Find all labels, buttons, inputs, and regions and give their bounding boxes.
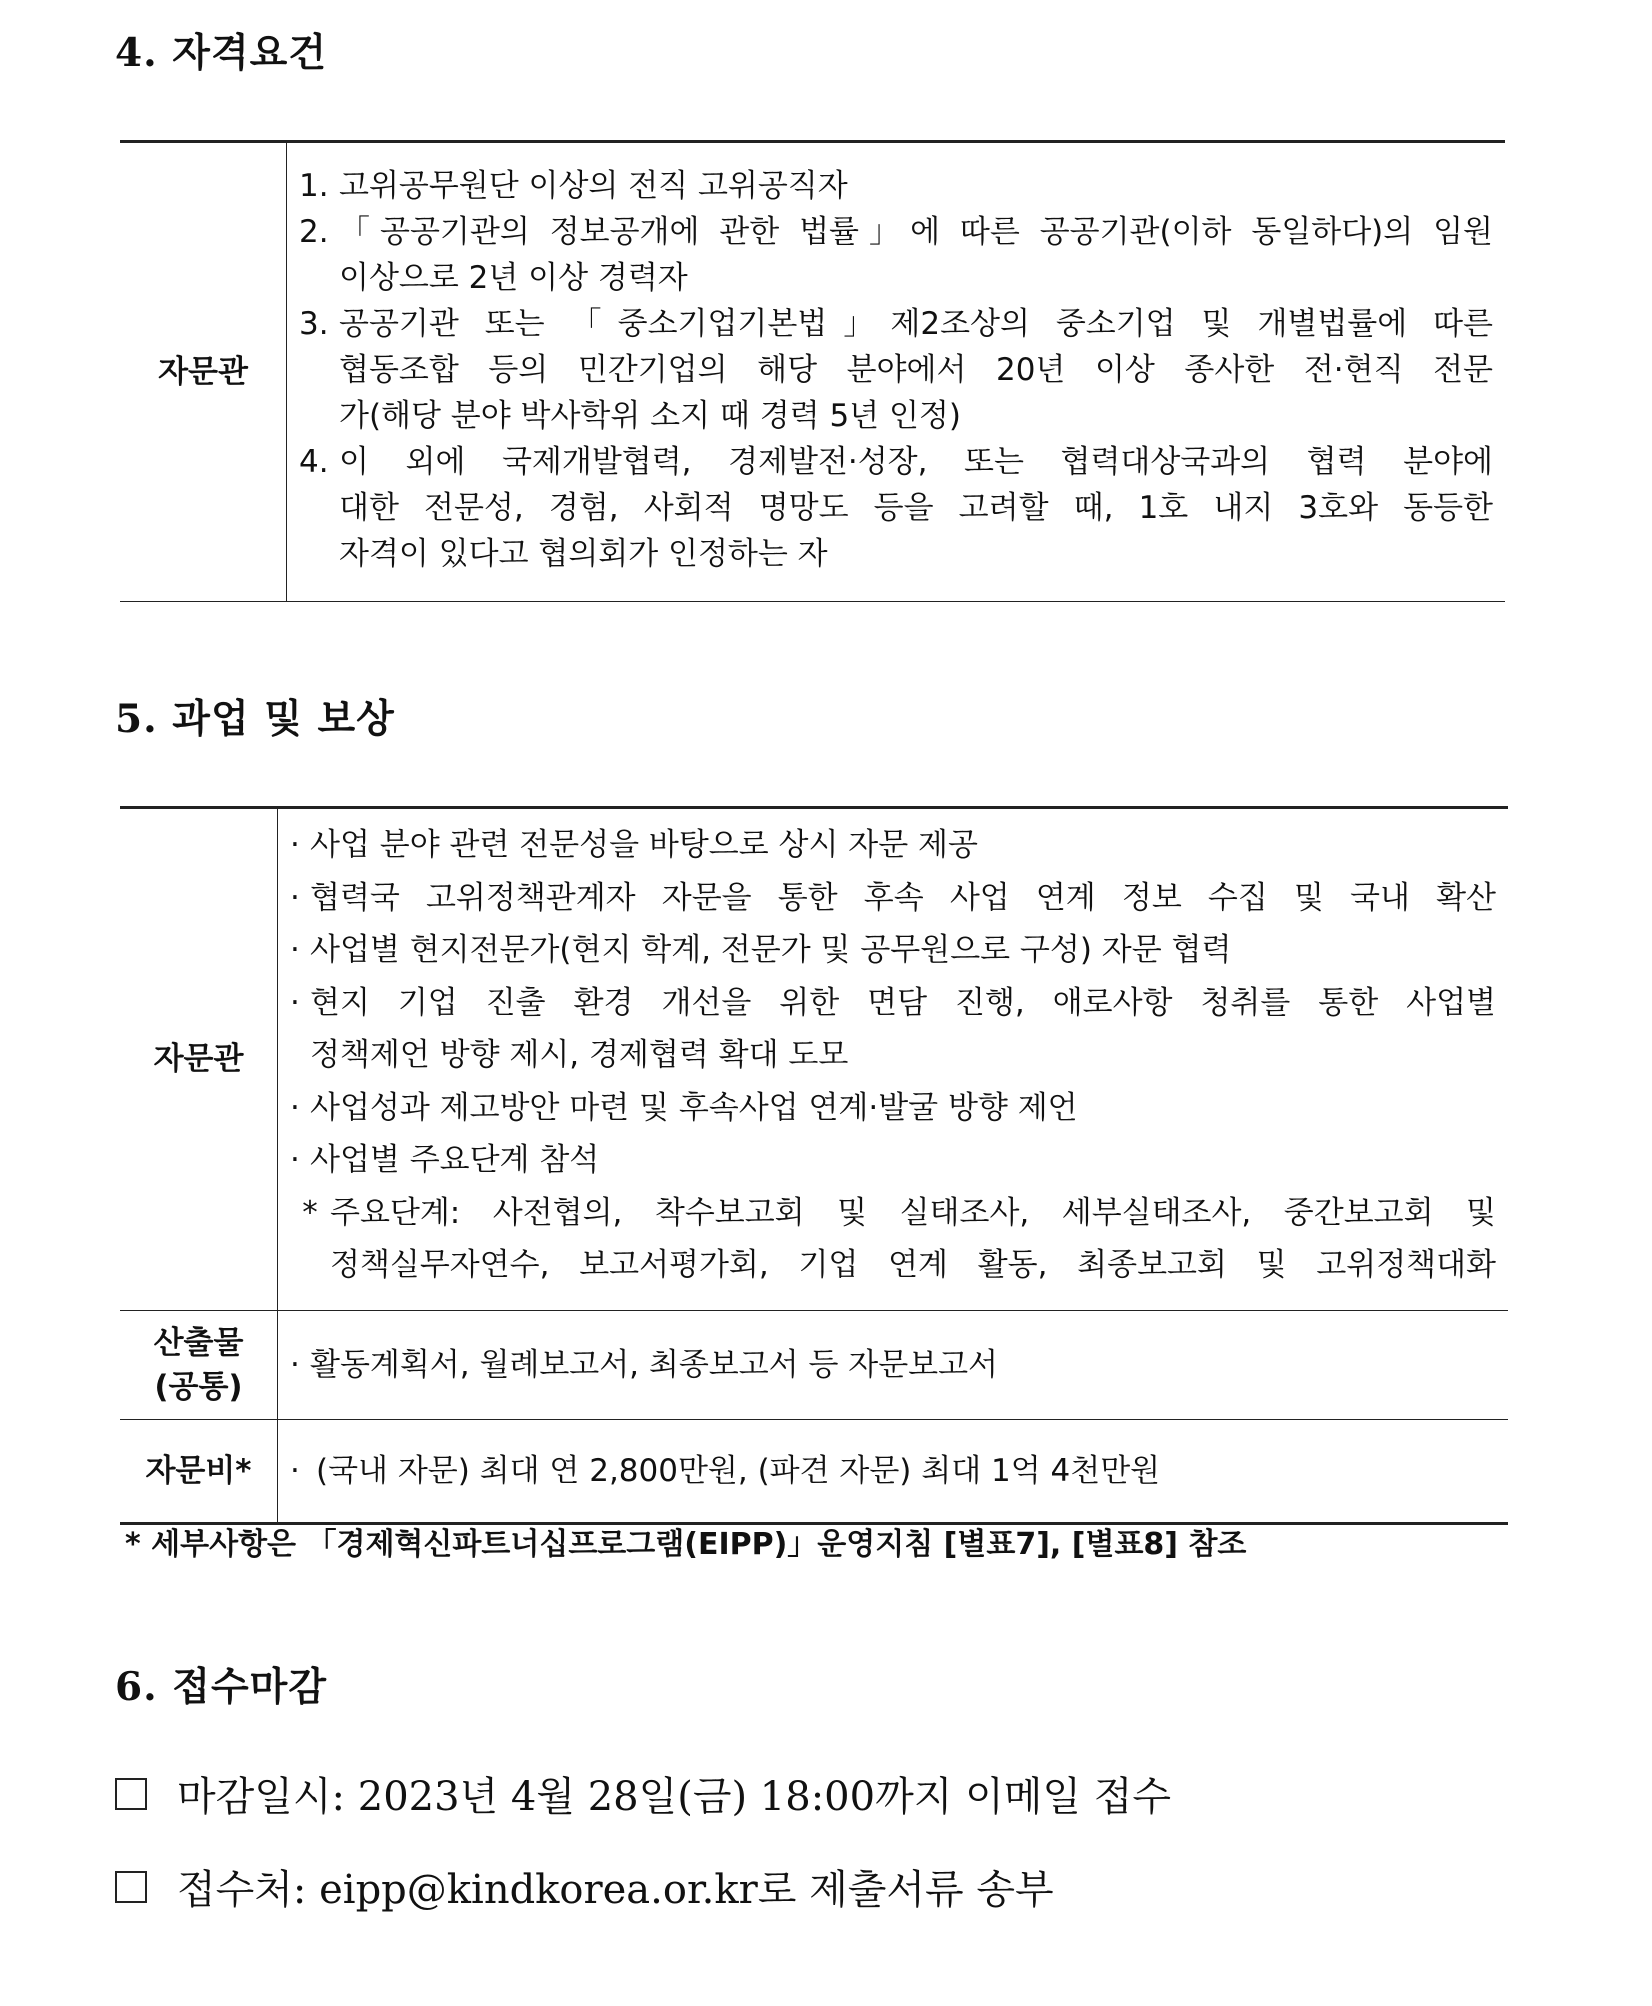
checkbox-icon — [115, 1871, 147, 1903]
qualification-item-4: 4. 이 외에 국제개발협력, 경제발전·성장, 또는 협력대상국과의 협력 분야에 대한 전문성, 경험, 사회적 명망도 등을 고려할 때, 1호 내지 3호와 동등한 자격이 있다고 협의회가 인정하는 자 — [299, 444, 1493, 572]
task-compensation-table — [120, 806, 1508, 1525]
advisor-label: 자문관 — [120, 142, 287, 602]
task-note: * 주요단계: 사전협의, 착수보고회 및 실태조사, 세부실태조사, 중간보고회 및 정책실무자연수, 보고서평가회, 기업 연계 활동, 최종보고회 및 고위정책대화 — [302, 1194, 1496, 1283]
task-item-4: · 현지 기업 진출 환경 개선을 위한 면담 진행, 애로사항 청취를 통한 사업별 정책제언 방향 제시, 경제협력 확대 도모 — [290, 984, 1496, 1073]
task-item-1: · 사업 분야 관련 전문성을 바탕으로 상시 자문 제공 — [290, 827, 978, 863]
task-item-6: · 사업별 주요단계 참석 — [290, 1142, 600, 1178]
footnote: * 세부사항은 「경제혁신파트너십프로그램(EIPP)」운영지침 [별표7], [별표8] 참조 — [125, 1527, 1247, 1562]
qualification-table — [120, 140, 1505, 602]
task-item-3: · 사업별 현지전문가(현지 학계, 전문가 및 공무원으로 구성) 자문 협력 — [290, 932, 1232, 968]
fee-label: 자문비* — [120, 1419, 278, 1523]
qualification-item-1: 1. 고위공무원단 이상의 전직 고위공직자 — [299, 168, 848, 204]
receiver-text: 접수처: eipp@kindkorea.or.kr로 제출서류 송부 — [177, 1867, 1054, 1913]
checkbox-icon — [115, 1778, 147, 1810]
section-6-heading: 6. 접수마감 — [115, 1664, 327, 1710]
qualification-list — [287, 142, 1506, 602]
task-item-5: · 사업성과 제고방안 마련 및 후속사업 연계·발굴 방향 제언 — [290, 1089, 1078, 1126]
qualification-item-2: 2. 「공공기관의 정보공개에 관한 법률」에 따른 공공기관(이하 동일하다)의 임원 이상으로 2년 이상 경력자 — [299, 214, 1493, 296]
advisor-task-list — [278, 808, 1509, 1311]
task-item-2: · 협력국 고위정책관계자 자문을 통한 후속 사업 연계 정보 수집 및 국내 확산 — [290, 879, 1496, 916]
section-5-heading: 5. 과업 및 보상 — [115, 696, 395, 742]
fee-content: · (국내 자문) 최대 연 2,800만원, (파견 자문) 최대 1억 4천만원 — [290, 1452, 1161, 1489]
qualification-item-3: 3. 공공기관 또는 「중소기업기본법」제2조상의 중소기업 및 개별법률에 따른 협동조합 등의 민간기업의 해당 분야에서 20년 이상 종사한 전·현직 전문 가(해당 분야 박사학위 소지 때 경력 5년 인정) — [299, 306, 1493, 434]
deadline-text: 마감일시: 2023년 4월 28일(금) 18:00까지 이메일 접수 — [177, 1774, 1171, 1820]
deadline-line — [115, 1765, 1171, 1822]
advisor-task-label: 자문관 — [120, 808, 278, 1311]
section-4-heading: 4. 자격요건 — [115, 30, 327, 76]
output-content: · 활동계획서, 월례보고서, 최종보고서 등 자문보고서 — [290, 1346, 998, 1383]
receiver-line — [115, 1858, 1054, 1915]
output-label: 산출물 (공통) — [120, 1310, 278, 1419]
